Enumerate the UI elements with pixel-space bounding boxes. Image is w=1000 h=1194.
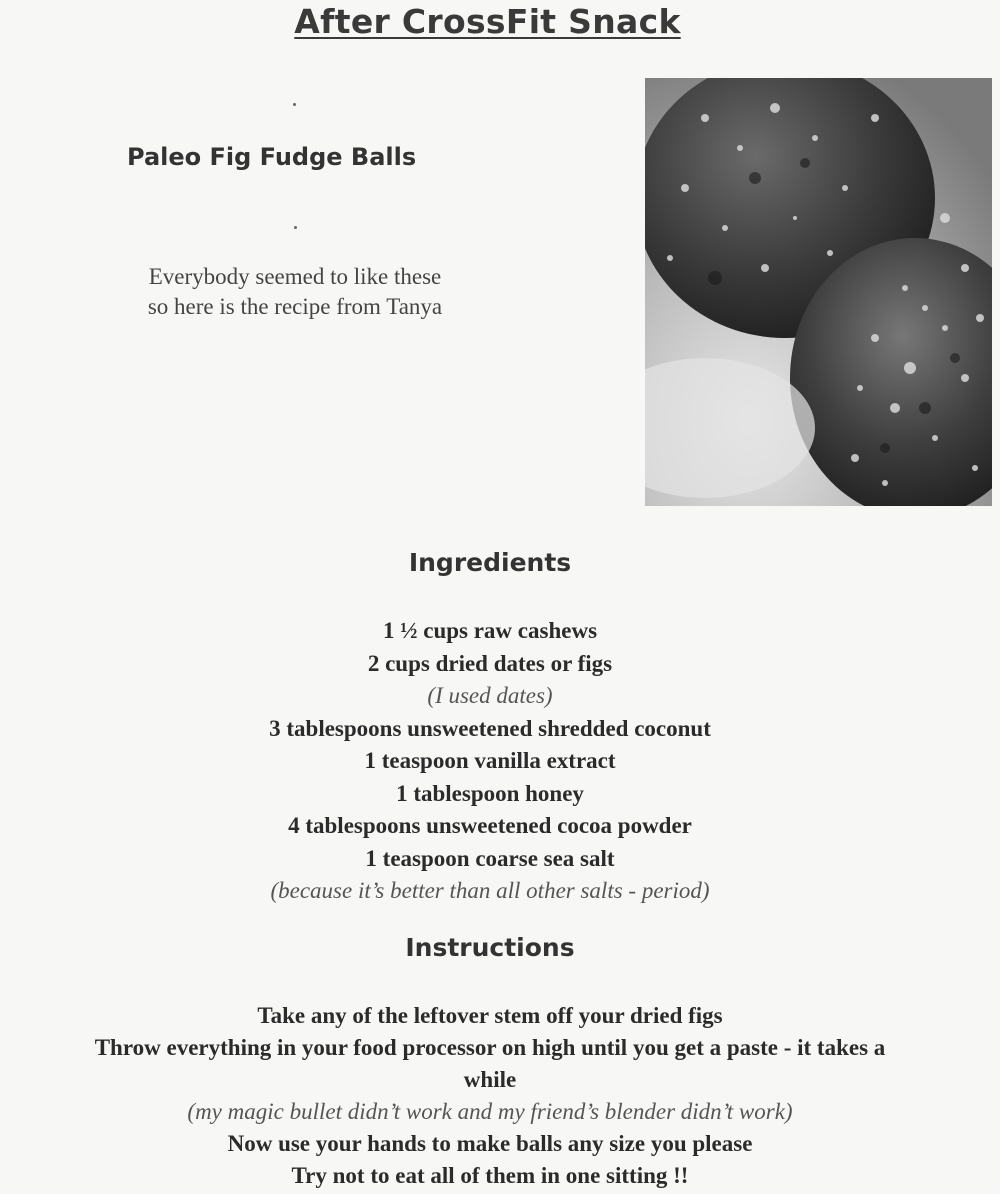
- ingredient-item: 1 teaspoon vanilla extract: [364, 748, 616, 773]
- ingredient-item: 4 tablespoons unsweetened cocoa powder: [288, 813, 692, 838]
- ingredient-item: 3 tablespoons unsweetened shredded coconut: [269, 715, 711, 741]
- recipe-photo: [645, 78, 992, 506]
- instruction-step: Now use your hands to make balls any size you please: [227, 1131, 753, 1156]
- intro-line: Everybody seemed to like these: [148, 264, 442, 289]
- ingredient-note: (I used dates): [427, 683, 553, 708]
- ingredient-item: 1 ½ cups raw cashews: [382, 618, 598, 643]
- fudge-balls-image: [645, 78, 992, 506]
- recipe-name: Paleo Fig Fudge Balls: [127, 143, 417, 171]
- instruction-step: while: [463, 1067, 517, 1092]
- instruction-step: Throw everything in your food processor on high until you get a paste - it takes a: [94, 1035, 886, 1060]
- instruction-note: (my magic bullet didn’t work and my friend’s blender didn’t work): [187, 1099, 793, 1124]
- ingredient-item: 1 tablespoon honey: [396, 780, 584, 806]
- instruction-step: Take any of the leftover stem off your dried figs: [257, 1003, 723, 1028]
- speck-dot: [294, 226, 297, 229]
- page-title-text: After CrossFit Snack: [294, 2, 681, 41]
- ingredients-heading: Ingredients: [408, 548, 572, 577]
- ingredients-list: [0, 615, 980, 908]
- instruction-step: Try not to eat all of them in one sitting !!: [291, 1163, 689, 1188]
- intro-line: so here is the recipe from Tanya: [147, 294, 443, 319]
- instructions-heading: Instructions: [405, 933, 575, 962]
- speck-dot: [293, 103, 296, 106]
- ingredient-item: 1 teaspoon coarse sea salt: [365, 845, 615, 871]
- intro-text: [95, 262, 495, 322]
- instructions-list: [0, 1000, 980, 1192]
- ingredient-note: (because it’s better than all other salts - period): [270, 878, 710, 903]
- page-title: [0, 2, 975, 41]
- ingredient-item: 2 cups dried dates or figs: [367, 650, 613, 676]
